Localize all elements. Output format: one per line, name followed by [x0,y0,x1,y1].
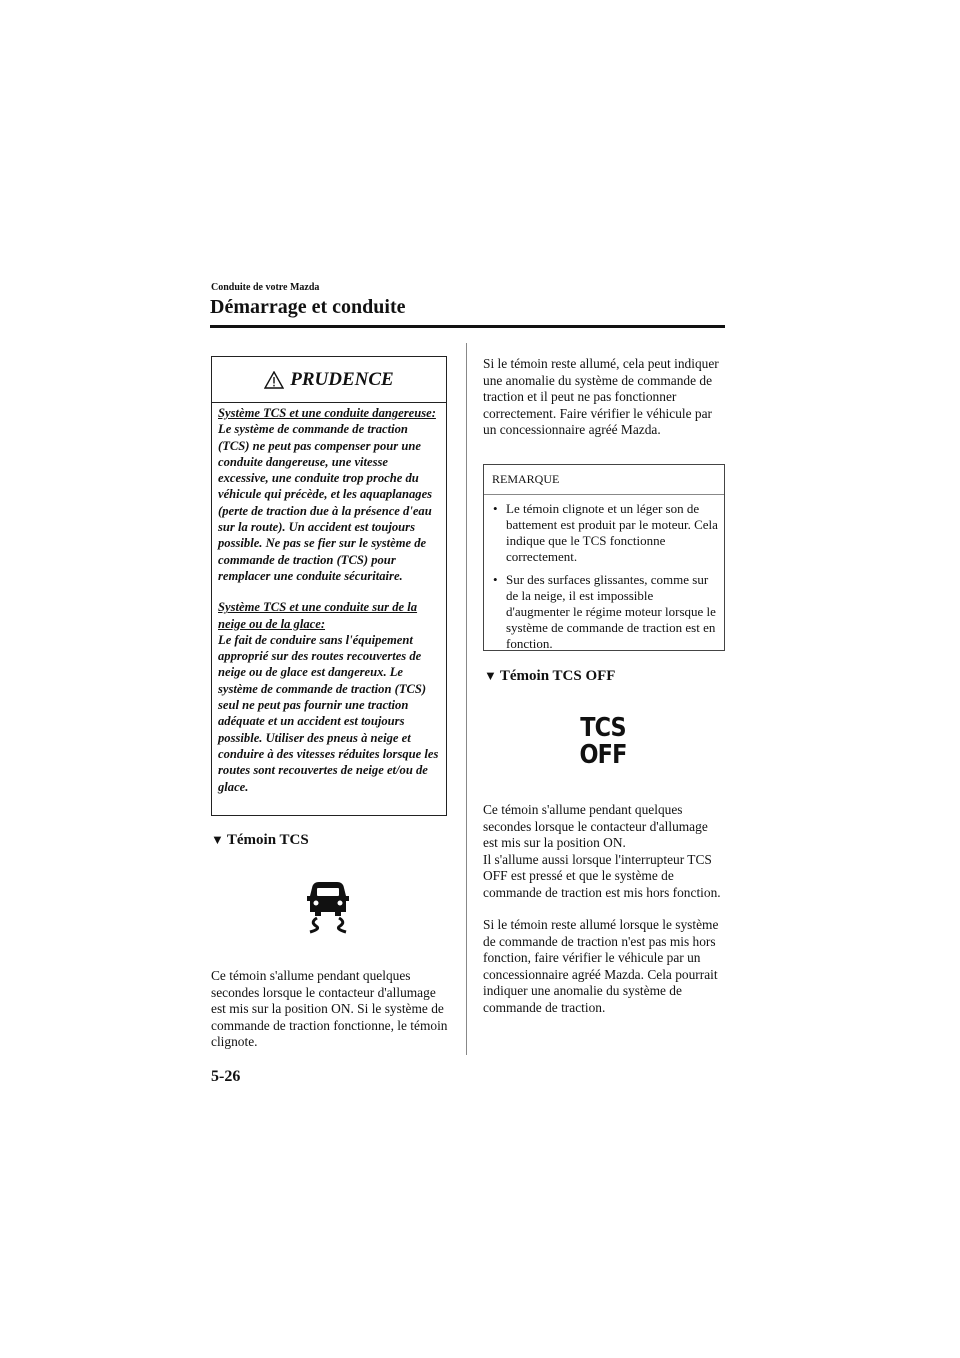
tcs-description: Ce témoin s'allume pendant quelques secondes lorsque le contacteur d'allumage est mis sur la position ON. Si le système de commande de traction fonctionne, le témoin clignote. [211,968,448,1049]
tcs-off-heading: ▼ Témoin TCS OFF [484,668,616,684]
tcs-warning-intro: Si le témoin reste allumé, cela peut indiquer une anomalie du système de commande de traction et il peut ne pas fonctionner correctement. Faire vérifier le véhicule par un concessionnaire agréé Mazda. [483,356,719,437]
tcs-heading: ▼ Témoin TCS [211,832,309,848]
caution-header [212,357,446,403]
section-name: Conduite de votre Mazda [211,282,320,293]
tcs-off-icon-line2: OFF [579,740,627,770]
traction-control-icon [300,880,356,934]
note-item-1: • Le témoin clignote et un léger son de battement est produit par le moteur. Cela indique que le TCS fonctionne correctement. [492,501,718,565]
column-divider [466,343,467,1055]
tcs-off-text-3: Si le témoin reste allumé lorsque le système de commande de traction n'est pas mis hors fonction, faire vérifier le véhicule par un concessionnaire agréé Mazda. Cela pourrait indiquer une anomalie du système de commande de traction. [483,917,719,1015]
caution-subtitle-2: Système TCS et une conduite sur de la neige ou de la glace: [218,600,418,631]
tcs-off-description [483,802,725,1016]
warning-triangle-icon [264,371,284,389]
tcs-off-icon-line1: TCS [580,713,626,743]
caution-title: PRUDENCE [290,368,394,390]
header-rule [210,325,725,328]
note-item-2: • Sur des surfaces glissantes, comme sur de la neige, il est impossible d'augmenter le régime moteur lorsque le système de commande de traction est en fonction. [492,572,718,652]
note-list [484,495,724,652]
caution-text-1: Le système de commande de traction (TCS) ne peut pas compenser pour une conduite dangereuse, une vitesse excessive, une conduite trop proche du véhicule qui précède, et les aquaplanages (perte de traction due à la présence d'eau sur la route). Un accident est toujours possible. Ne pas se fier sur le système de commande de traction (TCS) pour remplacer une conduite sécuritaire. [218,422,433,583]
tcs-off-text-1: Ce témoin s'allume pendant quelques secondes lorsque le contacteur d'allumage est mis sur la position ON. [483,802,708,850]
triangle-bullet-icon: ▼ [211,832,224,847]
note-box [483,464,725,651]
tcs-off-text-2: Il s'allume aussi lorsque l'interrupteur TCS OFF est pressé et que le système de commande de traction est mis hors fonction. [483,851,721,900]
note-title: REMARQUE [484,465,724,495]
caution-body [212,403,446,795]
page-number: 5-26 [211,1068,241,1085]
caution-subtitle-1: Système TCS et une conduite dangereuse: [218,406,436,420]
chapter-title: Démarrage et conduite [210,296,406,318]
triangle-bullet-icon: ▼ [484,668,497,683]
caution-text-2: Le fait de conduire sans l'équipement approprié sur des routes recouvertes de neige ou de glace est dangereux. Le système de commande de traction (TCS) seul ne peut pas fournir une traction adéquate et un accident est toujours possible. Utiliser des pneus à neige et conduire à des vitesses réduites lorsque les routes sont recouvertes de neige et/ou de glace. [218,632,439,794]
caution-box [211,356,447,816]
tcs-off-indicator-icon [579,715,627,773]
